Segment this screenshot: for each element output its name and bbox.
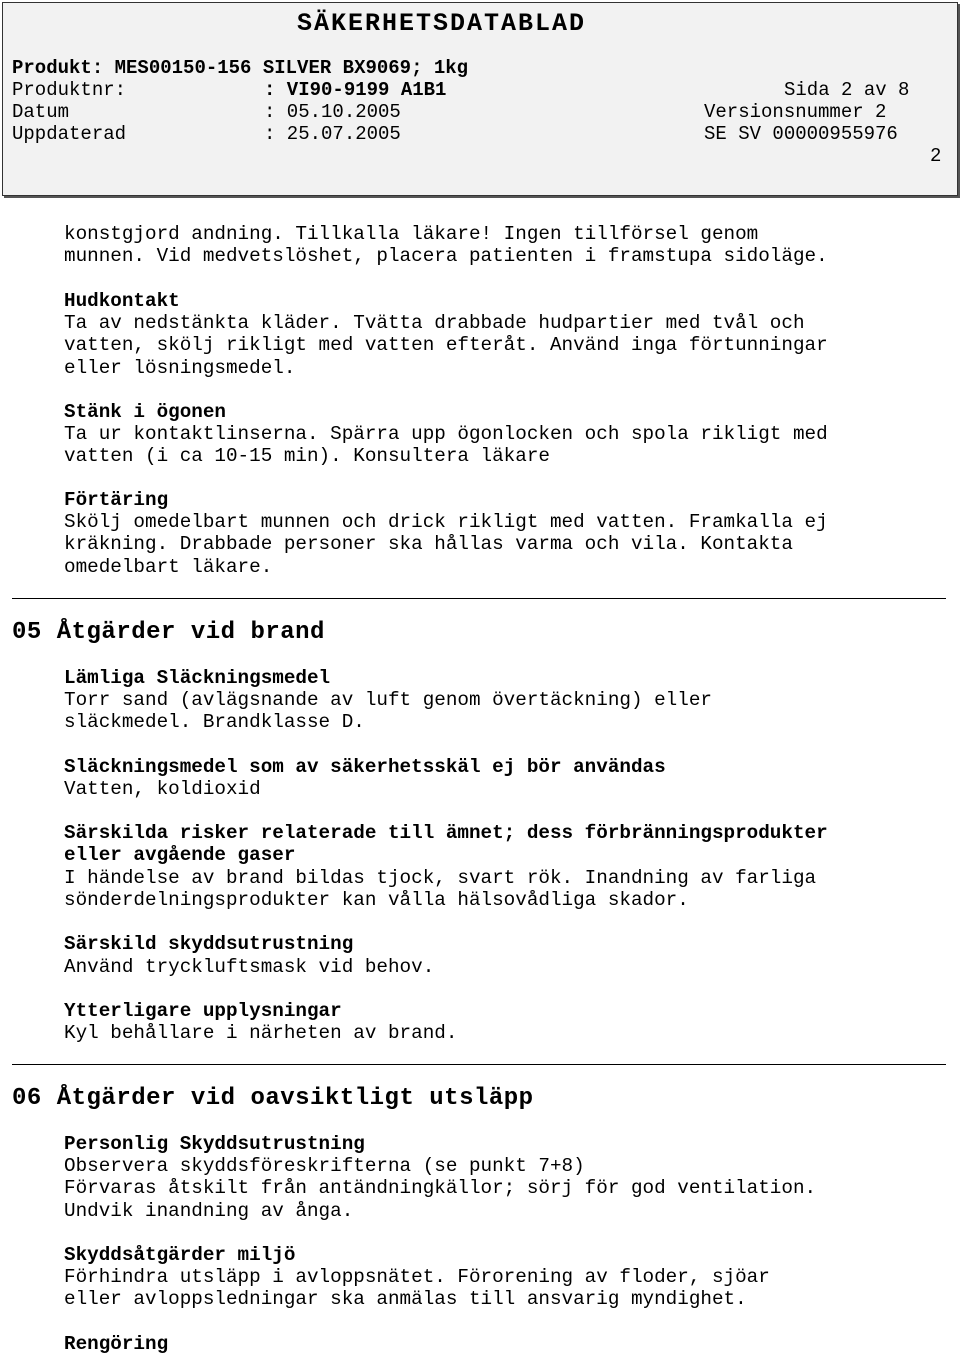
text-line: släckmedel. Brandklasse D. [64, 711, 365, 734]
ingestion-heading: Förtäring [64, 489, 169, 511]
date-label: Datum [12, 101, 70, 123]
text-line: Observera skyddsföreskrifterna (se punkt 7+8) [64, 1155, 585, 1177]
eye-contact-heading: Stänk i ögonen [64, 401, 226, 423]
text-line: vatten (i ca 10-15 min). Konsultera läkare [64, 445, 550, 468]
text-line: Särskilda risker relaterade till ämnet; dess förbränningsprodukter [64, 822, 828, 844]
further-info-heading: Ytterligare upplysningar [64, 1000, 342, 1022]
unsuitable-extinguishing-text: Vatten, koldioxid [64, 778, 261, 800]
ingestion-text [64, 511, 828, 578]
product-row [12, 57, 468, 79]
text-line: Undvik inandning av ånga. [64, 1199, 354, 1222]
personal-protection-heading: Personlig Skyddsutrustning [64, 1133, 365, 1155]
text-line: eller avgående gaser [64, 844, 296, 867]
productnr-row [12, 79, 126, 101]
special-risks-heading [64, 822, 828, 867]
text-line: Förvaras åtskilt från antändningkällor; sörj för god ventilation. [64, 1177, 817, 1200]
text-line: kräkning. Drabbade personer ska hållas varma och vila. Kontakta [64, 533, 793, 556]
date-value: : 05.10.2005 [264, 101, 401, 123]
productnr-value: : VI90-9199 A1B1 [264, 79, 447, 101]
skin-contact-heading: Hudkontakt [64, 290, 180, 312]
text-line: Förhindra utsläpp i avloppsnätet. Förorening av floder, sjöar [64, 1266, 770, 1288]
skin-contact-text [64, 312, 828, 379]
suitable-extinguishing-heading: Lämliga Släckningsmedel [64, 667, 331, 689]
suitable-extinguishing-text [64, 689, 712, 734]
text-line: Ta av nedstänkta kläder. Tvätta drabbade hudpartier med tvål och [64, 312, 805, 334]
updated-label: Uppdaterad [12, 123, 127, 145]
document-code: SE SV 00000955976 [704, 123, 898, 145]
text-line: Torr sand (avlägsnande av luft genom övertäckning) eller [64, 689, 712, 711]
updated-value: : 25.07.2005 [264, 123, 401, 145]
page-indicator: Sida 2 av 8 [784, 79, 910, 101]
text-line: Skölj omedelbart munnen och drick rikligt med vatten. Framkalla ej [64, 511, 828, 533]
section-5-title: 05 Åtgärder vid brand [12, 619, 325, 646]
text-line: omedelbart läkare. [64, 555, 273, 578]
text-line: eller avloppsledningar ska anmälas till ansvarig myndighet. [64, 1288, 747, 1311]
text-line: I händelse av brand bildas tjock, svart rök. Inandning av farliga [64, 867, 817, 889]
protective-equipment-heading: Särskild skyddsutrustning [64, 933, 354, 955]
text-line: munnen. Vid medvetslöshet, placera patienten i framstupa sidoläge. [64, 245, 828, 268]
special-risks-text [64, 867, 816, 912]
section-divider [12, 598, 946, 599]
text-line: Ta ur kontaktlinserna. Spärra upp ögonlocken och spola rikligt med [64, 423, 828, 445]
environment-heading: Skyddsåtgärder miljö [64, 1244, 296, 1266]
document-title: SÄKERHETSDATABLAD [297, 9, 587, 38]
text-line: konstgjord andning. Tillkalla läkare! Ingen tillförsel genom [64, 223, 759, 245]
version-number: Versionsnummer 2 [704, 101, 887, 123]
environment-text [64, 1266, 770, 1311]
product-value: MES00150-156 SILVER BX9069; 1kg [114, 57, 469, 79]
text-line: eller lösningsmedel. [64, 356, 296, 379]
section-6-title: 06 Åtgärder vid oavsiktligt utsläpp [12, 1085, 534, 1112]
text-line: vatten, skölj rikligt med vatten efteråt. Använd inga förtunningar [64, 334, 828, 357]
further-info-text: Kyl behållare i närheten av brand. [64, 1022, 458, 1044]
cleaning-heading: Rengöring [64, 1333, 169, 1355]
section-divider [12, 1064, 946, 1065]
protective-equipment-text: Använd tryckluftsmask vid behov. [64, 956, 435, 978]
unsuitable-extinguishing-heading: Släckningsmedel som av säkerhetsskäl ej bör användas [64, 756, 666, 778]
document-code-suffix: 2 [930, 145, 942, 167]
productnr-label: Produktnr: [12, 79, 127, 101]
personal-protection-text [64, 1155, 816, 1222]
text-line: sönderdelningsprodukter kan vålla hälsovådliga skador. [64, 889, 689, 912]
first-aid-text [64, 223, 828, 268]
eye-contact-text [64, 423, 828, 468]
product-label: Produkt: [12, 57, 104, 79]
